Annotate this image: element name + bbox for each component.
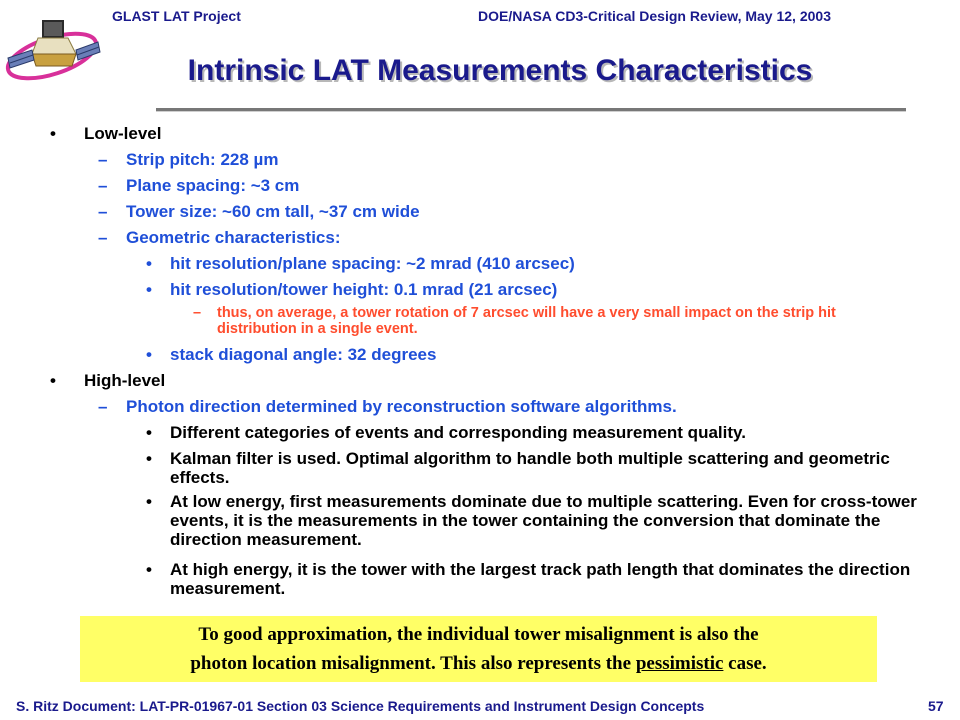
bullet-low-level: • Low-level <box>50 124 162 143</box>
bullet-tower-size: – Tower size: ~60 cm tall, ~37 cm wide <box>98 202 420 221</box>
pessimistic-emphasis: pessimistic <box>635 653 724 674</box>
footer-document-info: S. Ritz Document: LAT-PR-01967-01 Section 03 Science Requirements and Instrument Design Concepts <box>16 698 705 714</box>
callout-line-1: To good approximation, the individual tower misalignment is also the <box>198 624 759 645</box>
callout-line-2: photon location misalignment. This also represents the pessimistic case. <box>190 653 767 674</box>
bullet-high-level: • High-level <box>50 371 166 390</box>
header-project: GLAST LAT Project <box>112 8 241 24</box>
bullet-kalman: • Kalman filter is used. Optimal algorithm to handle both multiple scattering and geometric effects. <box>146 449 890 487</box>
bullet-high-energy: • At high energy, it is the tower with the largest track path length that dominates the direction measurement. <box>146 560 911 598</box>
bullet-geometric: – Geometric characteristics: <box>98 228 341 247</box>
bullet-categories: • Different categories of events and corresponding measurement quality. <box>146 423 746 442</box>
slide-title: Intrinsic LAT Measurements Characteristics <box>187 54 813 87</box>
bullet-low-energy: • At low energy, first measurements dominate due to multiple scattering. Even for cross-tower events, it is the measurements in the tower containing the conversion that dominate the direction measurement. <box>146 492 917 549</box>
bullet-hit-res-tower: • hit resolution/tower height: 0.1 mrad (21 arcsec) <box>146 280 558 299</box>
bullet-photon-direction: – Photon direction determined by reconstruction software algorithms. <box>98 397 677 416</box>
header-review: DOE/NASA CD3-Critical Design Review, May 12, 2003 <box>478 8 831 24</box>
title-divider <box>156 108 906 112</box>
bullet-stack-angle: • stack diagonal angle: 32 degrees <box>146 345 437 364</box>
bullet-strip-pitch: – Strip pitch: 228 µm <box>98 150 279 169</box>
bullet-hit-res-plane: • hit resolution/plane spacing: ~2 mrad (410 arcsec) <box>146 254 575 273</box>
page-number: 57 <box>928 698 944 714</box>
summary-callout <box>80 616 877 682</box>
bullet-plane-spacing: – Plane spacing: ~3 cm <box>98 176 300 195</box>
bullet-tower-rotation: – thus, on average, a tower rotation of 7 arcsec will have a very small impact on the strip hit distribution in a single event. <box>193 305 836 337</box>
